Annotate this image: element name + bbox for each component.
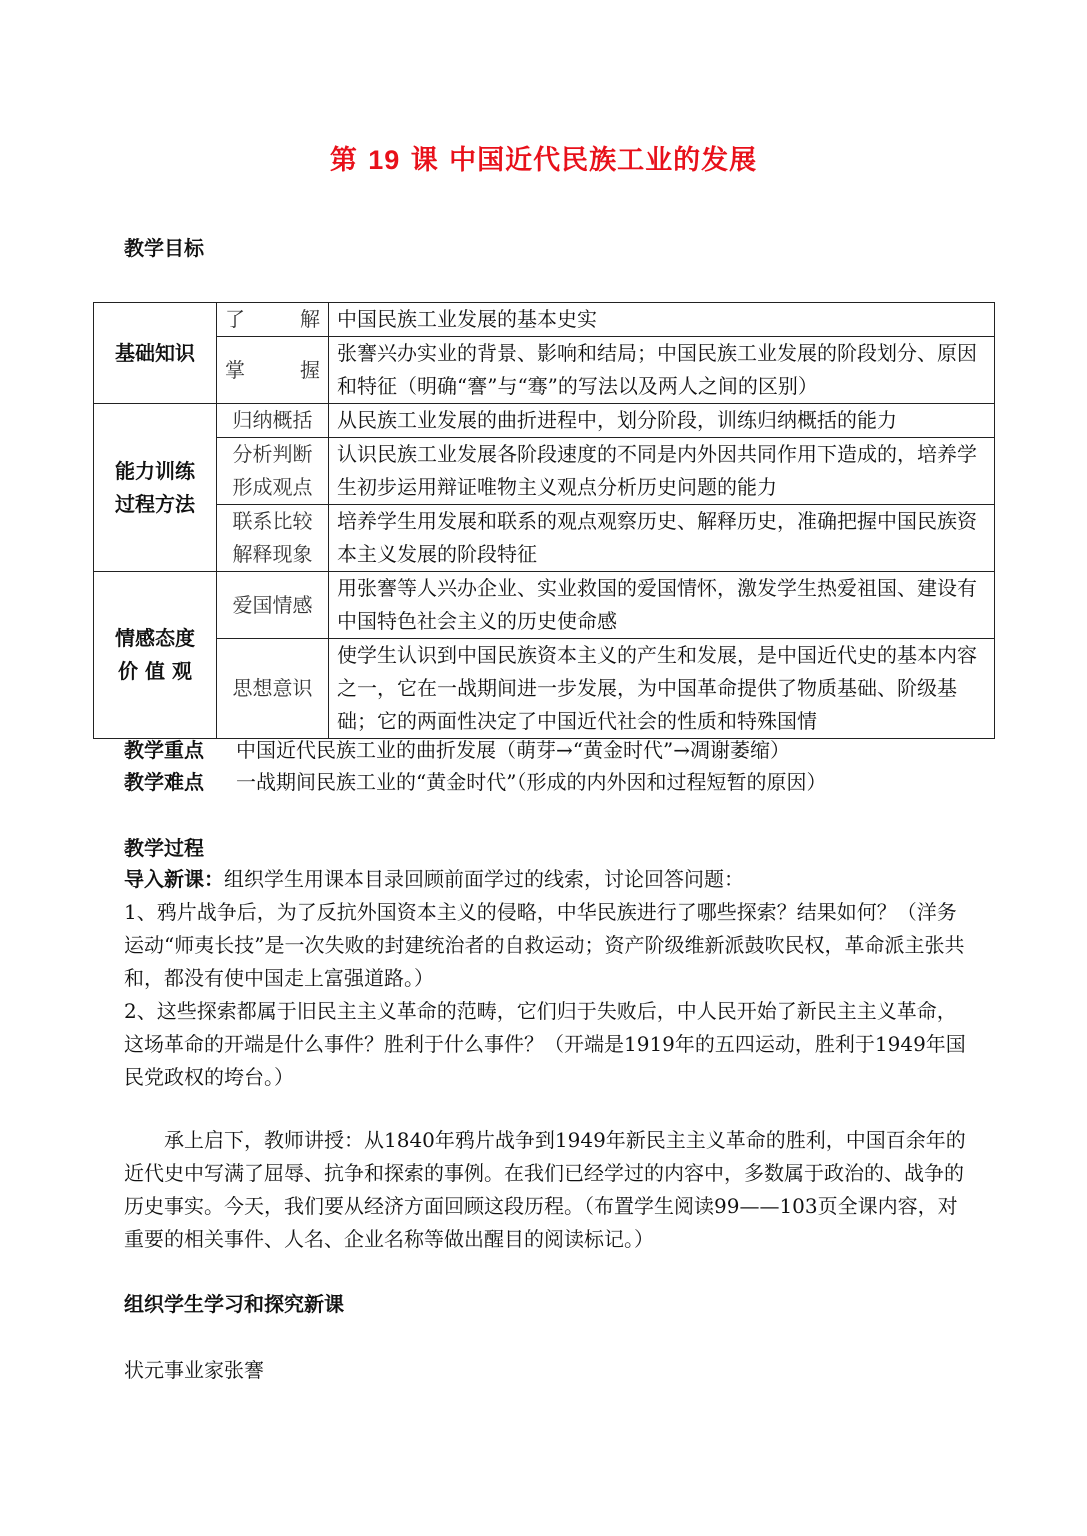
content-cell: 从民族工业发展的曲折进程中，划分阶段，训练归纳概括的能力: [329, 404, 995, 438]
category-line: 价 值 观: [118, 659, 192, 683]
content-cell: 培养学生用发展和联系的观点观察历史、解释历史，准确把握中国民族资本主义发展的阶段特征: [329, 505, 995, 572]
subcategory-cell: 联系比较解释现象: [217, 505, 329, 572]
content-cell: 用张謇等人兴办企业、实业救国的爱国情怀，激发学生热爱祖国、建设有中国特色社会主义的历史使命感: [329, 572, 995, 639]
category-line: 过程方法: [115, 491, 195, 516]
content-cell: 使学生认识到中国民族资本主义的产生和发展，是中国近代史的基本内容之一，它在一战期间进一步发展，为中国革命提供了物质基础、阶级基础；它的两面性决定了中国近代社会的性质和特殊国情: [329, 639, 995, 739]
intro-block: [124, 863, 974, 1094]
subcategory-cell: 归纳概括: [217, 404, 329, 438]
category-ability: [94, 404, 217, 572]
table-row: [94, 404, 995, 438]
goals-heading: 教学目标: [124, 236, 204, 260]
category-line: 能力训练: [115, 458, 195, 483]
subcategory-cell: 分析判断形成观点: [217, 438, 329, 505]
table-row: [94, 438, 995, 505]
difficult-point-text: 一战期间民族工业的“黄金时代”（形成的内外因和过程短暂的原因）: [236, 770, 827, 794]
subsection-title: 状元事业家张謇: [124, 1358, 264, 1382]
intro-label: 导入新课：: [124, 867, 224, 891]
subcategory-cell: 了 解: [217, 303, 329, 337]
category-basic: 基础知识: [94, 303, 217, 404]
question-2: 2、这些探索都属于旧民主主义革命的范畴，它们归于失败后，中人民开始了新民主主义革命，这场革命的开端是什么事件？胜利于什么事件？（开端是1919年的五四运动，胜利于1949年国民党政权的垮台。）: [124, 999, 966, 1089]
intro-line: [124, 863, 974, 896]
subcategory-cell: 思想意识: [217, 639, 329, 739]
title-suffix: 课 中国近代民族工业的发展: [410, 145, 758, 176]
question-1: 1、鸦片战争后，为了反抗外国资本主义的侵略，中华民族进行了哪些探索？结果如何？（洋务运动“师夷长技”是一次失败的封建统治者的自救运动；资产阶级维新派鼓吹民权，革命派主张共和，都没有使中国走上富强道路。）: [124, 900, 965, 990]
table-row: [94, 572, 995, 639]
category-emotion: [94, 572, 217, 739]
content-cell: 认识民族工业发展各阶段速度的不同是内外因共同作用下造成的，培养学生初步运用辩证唯物主义观点分析历史问题的能力: [329, 438, 995, 505]
key-point-label: 教学重点: [124, 738, 204, 762]
content-cell: 张謇兴办实业的背景、影响和结局；中国民族工业发展的阶段划分、原因和特征（明确“謇”与“骞”的写法以及两人之间的区别）: [329, 337, 995, 404]
table-row: [94, 505, 995, 572]
content-cell: 中国民族工业发展的基本史实: [329, 303, 995, 337]
process-heading: 教学过程: [124, 836, 204, 860]
teacher-paragraph: 承上启下，教师讲授：从1840年鸦片战争到1949年新民主主义革命的胜利，中国百余年的近代史中写满了屈辱、抗争和探索的事例。在我们已经学过的内容中，多数属于政治的、战争的历史事实。今天，我们要从经济方面回顾这段历程。（布置学生阅读99——103页全课内容，对重要的相关事件、人名、企业名称等做出醒目的阅读标记。）: [124, 1128, 966, 1251]
table-row: [94, 639, 995, 739]
subcategory-cell: 爱国情感: [217, 572, 329, 639]
table-row: [94, 303, 995, 337]
table-row: [94, 337, 995, 404]
new-lesson-heading: 组织学生学习和探究新课: [124, 1292, 344, 1316]
title-prefix: 第: [329, 145, 358, 176]
difficult-point-label: 教学难点: [124, 770, 204, 794]
page-title: [0, 138, 1087, 177]
teaching-goals-table: [93, 302, 995, 739]
key-point-text: 中国近代民族工业的曲折发展（萌芽→“黄金时代”→凋谢萎缩）: [236, 738, 790, 762]
category-line: 情感态度: [115, 626, 195, 650]
intro-text: 组织学生用课本目录回顾前面学过的线索，讨论回答问题：: [224, 867, 744, 891]
key-point-line: [124, 734, 790, 766]
difficult-point-line: [124, 766, 826, 798]
title-lesson-number: 19: [368, 145, 401, 175]
subcategory-cell: 掌 握: [217, 337, 329, 404]
